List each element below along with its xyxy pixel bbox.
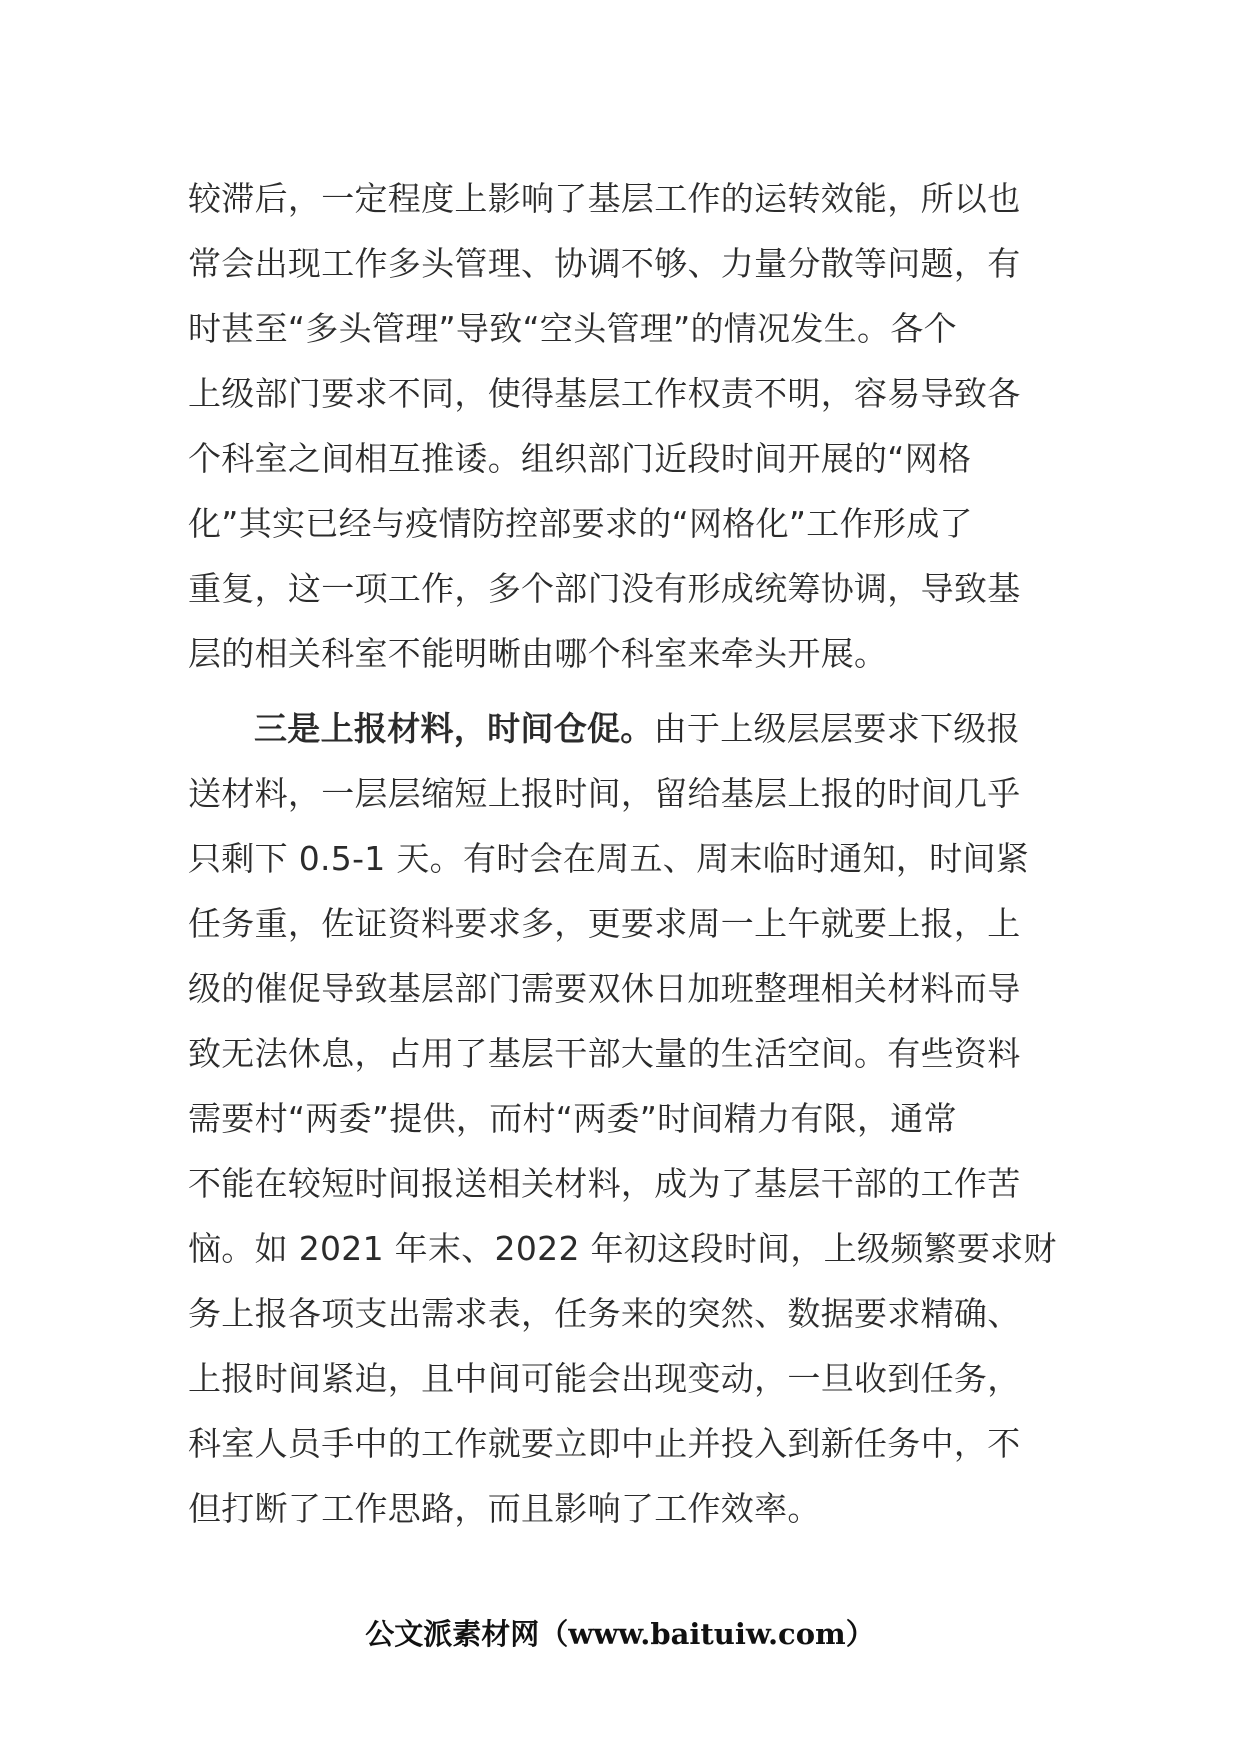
- text-line: 级的催促导致基层部门需要双休日加班整理相关材料而导: [188, 969, 1021, 1008]
- first-line-text: 由于上级层层要求下级报: [653, 709, 1020, 748]
- paragraph-2: [188, 696, 1057, 1541]
- paragraph-2-first-line: [188, 696, 1054, 761]
- text-line: 时甚至“多头管理”导致“空头管理”的情况发生。各个: [188, 309, 957, 348]
- text-line: 常会出现工作多头管理、协调不够、力量分散等问题，有: [188, 244, 1021, 283]
- text-line: 个科室之间相互推诿。组织部门近段时间开展的“网格: [188, 439, 972, 478]
- text-line: 不能在较短时间报送相关材料，成为了基层干部的工作苦: [188, 1164, 1021, 1203]
- body-text: [188, 166, 1057, 1541]
- text-line: 上级部门要求不同，使得基层工作权责不明，容易导致各: [188, 374, 1021, 413]
- text-line: 只剩下 0.5-1 天。有时会在周五、周末临时通知，时间紧: [188, 839, 1030, 878]
- text-line: 层的相关科室不能明晰由哪个科室来牵头开展。: [188, 634, 888, 673]
- text-line: 送材料，一层层缩短上报时间，留给基层上报的时间几乎: [188, 774, 1021, 813]
- text-line: 但打断了工作思路，而且影响了工作效率。: [188, 1489, 821, 1528]
- footer-watermark-text: 公文派素材网（www.baituiw.com）: [365, 1617, 875, 1651]
- text-line: 任务重，佐证资料要求多，更要求周一上午就要上报，上: [188, 904, 1021, 943]
- text-line: 化”其实已经与疫情防控部要求的“网格化”工作形成了: [188, 504, 973, 543]
- section-heading: 三是上报材料，时间仓促。: [254, 709, 654, 748]
- text-line: 恼。如 2021 年末、2022 年初这段时间，上级频繁要求财: [188, 1229, 1057, 1268]
- text-line: 上报时间紧迫，且中间可能会出现变动，一旦收到任务，: [188, 1359, 1021, 1398]
- paragraph-gap: [188, 686, 1054, 696]
- text-line: 致无法休息，占用了基层干部大量的生活空间。有些资料: [188, 1034, 1021, 1073]
- text-line: 科室人员手中的工作就要立即中止并投入到新任务中，不: [188, 1424, 1021, 1463]
- text-line: 重复，这一项工作，多个部门没有形成统筹协调，导致基: [188, 569, 1021, 608]
- paragraph-1: [188, 166, 1054, 686]
- text-line: 较滞后，一定程度上影响了基层工作的运转效能，所以也: [188, 179, 1021, 218]
- text-line: 需要村“两委”提供，而村“两委”时间精力有限，通常: [188, 1099, 957, 1138]
- text-line: 务上报各项支出需求表，任务来的突然、数据要求精确、: [188, 1294, 1021, 1333]
